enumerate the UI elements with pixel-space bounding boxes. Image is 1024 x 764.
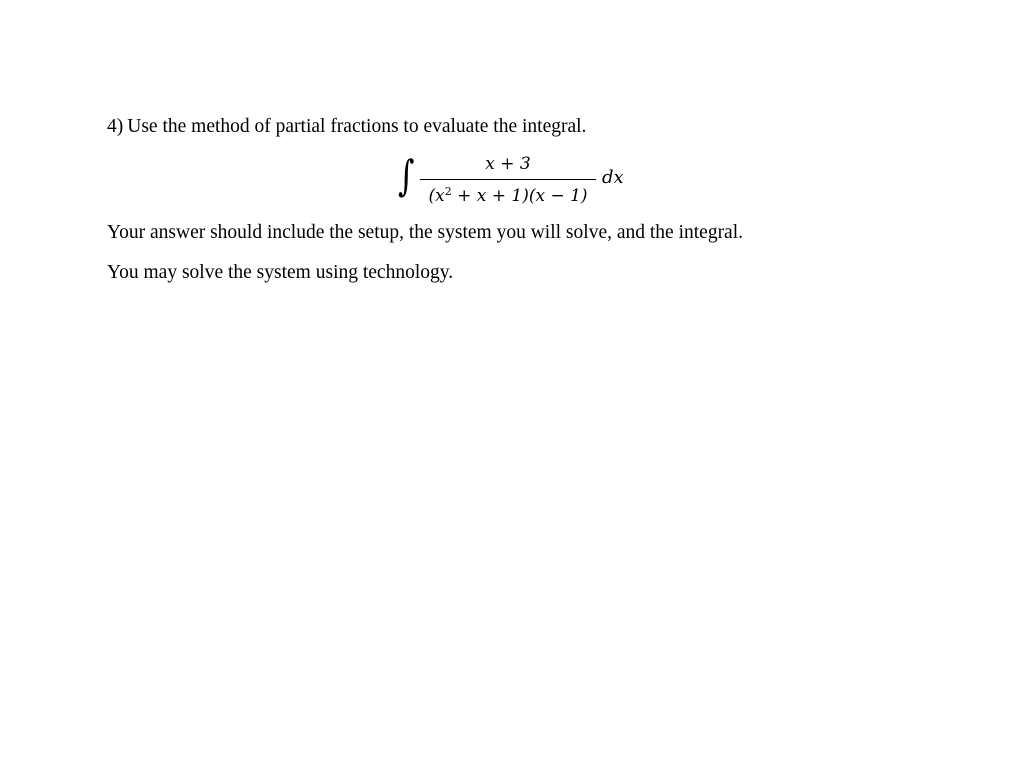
integral-sign: ∫ <box>398 151 415 200</box>
problem-number: 4) <box>107 116 124 137</box>
instruction-technology: You may solve the system using technology. <box>107 262 454 283</box>
denominator-exponent: 2 <box>444 185 452 198</box>
problem-statement <box>107 115 586 139</box>
instruction-setup: Your answer should include the setup, the system you will solve, and the integral. <box>107 222 744 243</box>
problem-prompt: Use the method of partial fractions to evaluate the integral. <box>127 116 587 137</box>
integral-equation <box>398 150 638 210</box>
fraction-numerator: x + 3 <box>485 154 531 174</box>
denominator-rest: + x + 1)(x − 1) <box>451 186 588 206</box>
differential: dx <box>602 167 624 188</box>
fraction-denominator <box>420 182 596 206</box>
integrand-fraction <box>420 154 596 206</box>
denominator-open: (x <box>428 186 445 206</box>
fraction-bar <box>420 179 596 180</box>
